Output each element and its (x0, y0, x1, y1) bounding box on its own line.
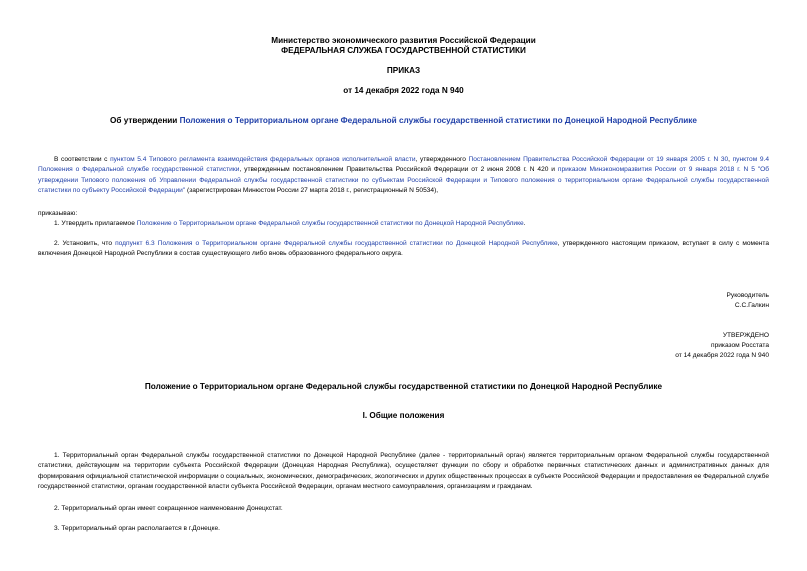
item2-text-1: 2. Установить, что (54, 240, 116, 247)
item2-text-2: , утвержденного настоящим приказом, вступает в силу с момента включения Донецкой Народной Республики в состав существующего либо вновь образованного федерального округа. (38, 240, 769, 258)
document-type: ПРИКАЗ (386, 66, 421, 75)
preamble-text-4: , утвержденным постановлением Правительства Российской Федерации от 2 июня 2008 г. N 420 и (239, 166, 558, 174)
order-item-1 (38, 219, 769, 229)
ministry-name: Министерство экономического развития Российской Федерации (271, 36, 536, 45)
approval-line-1: УТВЕРЖДЕНО (722, 332, 769, 339)
order-word: приказываю: (38, 210, 78, 217)
order-title-link[interactable]: Положения о Территориальном органе Федеральной службы государственной статистики по Донецкой Народной Республике (179, 116, 697, 125)
preamble-link-order[interactable]: приказом Минэкономразвития России от 9 января 2018 г. N 5 "Об утверждении Типового положения об Управлении Федеральной службы государственной статистики по субъектам Российской Федерации и Типового положения о территориальном органе Федеральной службы государственной статистики по субъекту Российской Федерации" (38, 166, 769, 194)
order-title (0, 116, 807, 126)
preamble-link-resolution[interactable]: Постановлением Правительства Российской Федерации от 19 января 2005 г. N 30 (468, 156, 729, 163)
approval-line-3: от 14 декабря 2022 года N 940 (675, 352, 769, 359)
preamble-link-regulation[interactable]: пунктом 5.4 Типового регламента взаимодействия федеральных органов исполнительной власти (110, 156, 416, 163)
order-item-2 (38, 239, 769, 260)
preamble-text-5: (зарегистрирован Минюстом России 27 марта 2018 г., регистрационный N 50534), (185, 186, 439, 194)
preamble-link-statute[interactable]: пунктом 9.4 Положения о Федеральной службе государственной статистики (38, 156, 769, 174)
preamble-text-1: В соответствии с (54, 156, 111, 163)
item1-text-2: . (523, 220, 526, 227)
item1-link[interactable]: Положение о Территориальном органе Федеральной службы государственной статистики по Донецкой Народной Республике (136, 220, 524, 227)
item1-text-1: 1. Утвердить прилагаемое (54, 220, 137, 227)
preamble-paragraph (38, 155, 769, 196)
order-title-prefix: Об утверждении (110, 116, 180, 125)
regulation-paragraph-2: 2. Территориальный орган имеет сокращенное наименование Донецкстат. (54, 505, 283, 512)
item2-link[interactable]: подпункт 6.3 Положения о Территориальном органе Федеральной службы государственной статистики по Донецкой Народной Республике (115, 240, 558, 247)
service-name: ФЕДЕРАЛЬНАЯ СЛУЖБА ГОСУДАРСТВЕННОЙ СТАТИСТИКИ (281, 46, 526, 55)
regulation-paragraph-1: 1. Территориальный орган Федеральной службы государственной статистики по Донецкой Народной Республике (далее - территориальный орган) является территориальным органом Федеральной службы государственной статистики, действующим на территории субъекта Российской Федерации (Донецкая Народная Республика), осуществляет функции по сбору и обработке первичных статистических данных и административных данных для формирования официальной статистической информации о социальных, экономических, демографических, экологических и других общественных процессах в субъекте Российской Федерации и предоставления ее Федеральной службе государственной статистики, органам государственной власти субъекта Российской Федерации, органам местного самоуправления, организациям и гражданам. (38, 452, 770, 490)
regulation-paragraph-3: 3. Территориальный орган располагается в г.Донецке. (54, 525, 220, 532)
approval-line-2: приказом Росстата (711, 342, 769, 349)
order-date-number: от 14 декабря 2022 года N 940 (343, 86, 464, 95)
preamble-text-2: , утвержденного (415, 156, 469, 163)
section-title: I. Общие положения (362, 411, 445, 420)
signature-name: С.С.Галкин (734, 302, 769, 309)
signature-role: Руководитель (726, 292, 769, 299)
preamble-text-3: , (728, 156, 733, 163)
regulation-title: Положение о Территориальном органе Федеральной службы государственной статистики по Донецкой Народной Республике (144, 382, 663, 391)
